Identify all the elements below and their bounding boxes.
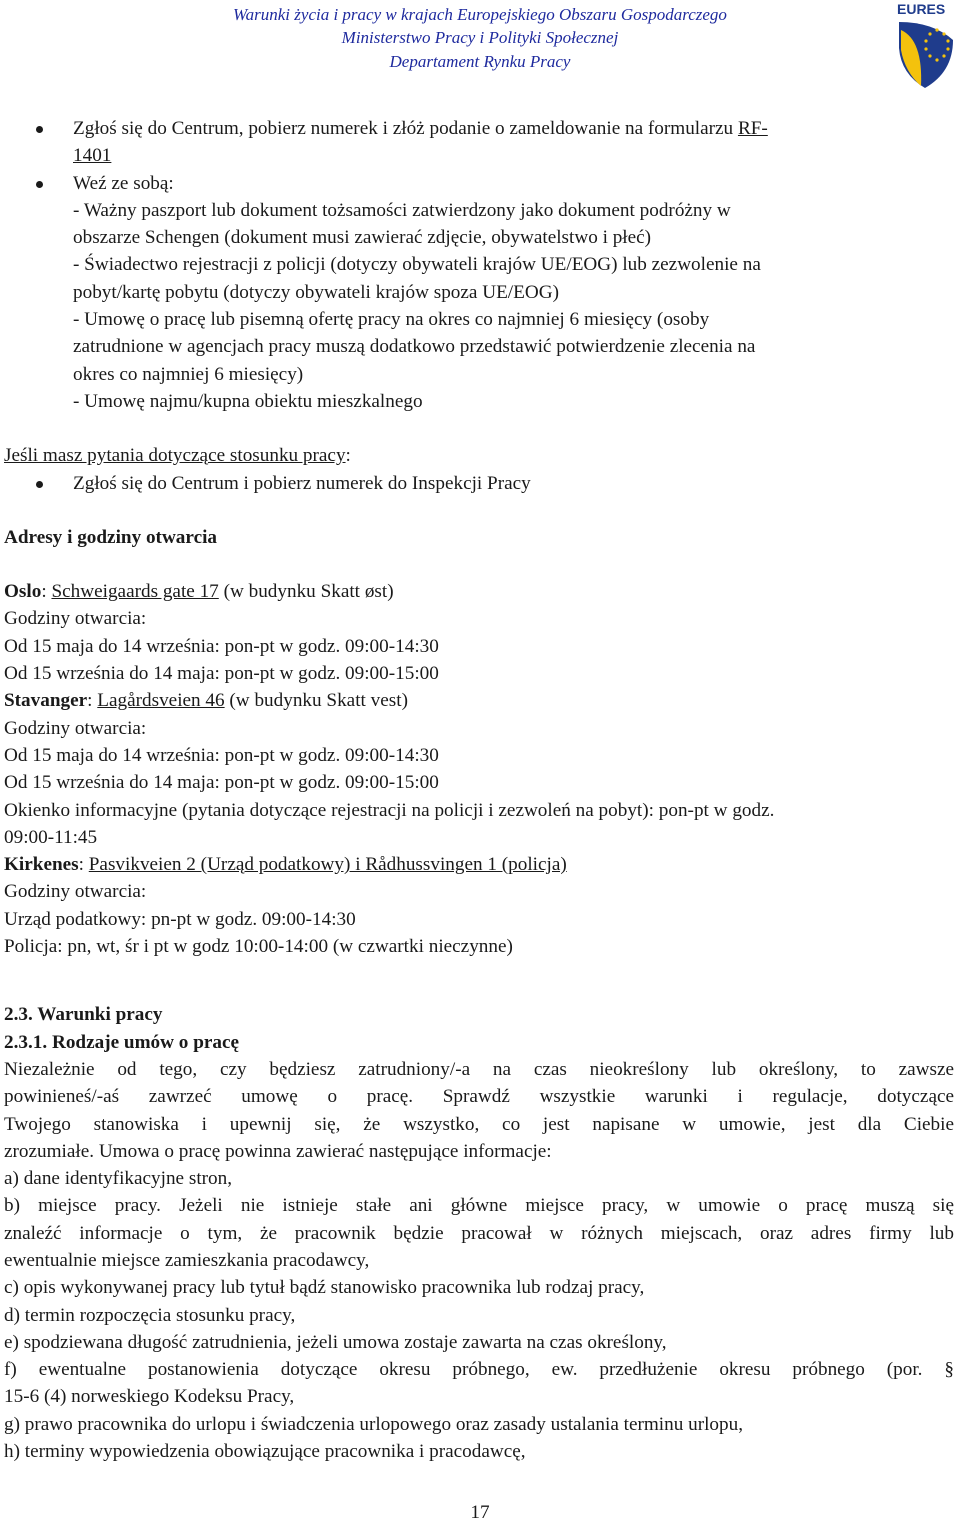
list-line: a) dane identyfikacyjne stron,: [4, 1168, 233, 1190]
hours-label: Godziny otwarcia:: [4, 608, 147, 630]
stavanger-address: Stavanger: Lagårdsveien 46 (w budynku Skatt vest): [4, 690, 408, 712]
sub-item: - Świadectwo rejestracji z policji (dotyczy obywateli krajów UE/EOG) lub zezwolenie na: [73, 254, 761, 276]
hours-line: Od 15 maja do 14 września: pon-pt w godz. 09:00-14:30: [4, 744, 439, 766]
hours-label: Godziny otwarcia:: [4, 881, 147, 903]
list-line: h) terminy wypowiedzenia obowiązujące pracownika i pracodawcę,: [4, 1441, 526, 1463]
paragraph-line: zrozumiałe. Umowa o pracę powinna zawierać następujące informacje:: [4, 1140, 552, 1162]
bullet-icon: [36, 481, 43, 488]
bullet-icon: [36, 126, 43, 133]
list-item-text: Weź ze sobą:: [73, 172, 174, 194]
list-line: e) spodziewana długość zatrudnienia, jeżeli umowa zostaje zawarta na czas określony,: [4, 1331, 667, 1353]
list-item: [0, 470, 954, 497]
list-line: d) termin rozpoczęcia stosunku pracy,: [4, 1304, 296, 1326]
list-line: ewentualnie miejsce zamieszkania pracodawcy,: [4, 1249, 370, 1271]
hours-line: Od 15 września do 14 maja: pon-pt w godz. 09:00-15:00: [4, 772, 439, 794]
list-line: f) ewentualne postanowienia dotyczące okresu próbnego, ew. przedłużenie okresu próbnego (por. §: [4, 1359, 954, 1381]
info-desk-line: Okienko informacyjne (pytania dotyczące rejestracji na policji i zezwoleń na pobyt): pon-pt w godz.: [4, 799, 775, 821]
form-link[interactable]: RF-: [737, 118, 768, 139]
kirkenes-address: Kirkenes: Pasvikveien 2 (Urząd podatkowy) i Rådhussvingen 1 (policja): [4, 854, 567, 876]
sub-item: okres co najmniej 6 miesięcy): [73, 363, 304, 385]
header-title: Warunki życia i pracy w krajach Europejskiego Obszaru Gospodarczego: [233, 5, 727, 24]
eures-logo-text: EURES: [897, 1, 946, 17]
list-line: g) prawo pracownika do urlopu i świadczenia urlopowego oraz zasady ustalania terminu urlopu,: [4, 1413, 744, 1435]
list-line: c) opis wykonywanej pracy lub tytuł bądź stanowisko pracownika lub rodzaj pracy,: [4, 1277, 645, 1299]
kirkenes-address-link[interactable]: Pasvikveien 2 (Urząd podatkowy) i Rådhussvingen 1 (policja): [88, 854, 567, 876]
sub-item: pobyt/kartę pobytu (dotyczy obywateli krajów spoza UE/EOG): [73, 281, 559, 303]
sub-item: zatrudnione w agencjach pracy muszą dodatkowo przedstawić potwierdzenie zlecenia na: [73, 336, 756, 358]
list-item-text: Zgłoś się do Centrum, pobierz numerek i złóż podanie o zameldowanie na formularzu: [73, 118, 738, 139]
list-item: [0, 115, 954, 142]
addresses-heading: Adresy i godziny otwarcia: [4, 526, 218, 548]
list-item-text: Zgłoś się do Centrum i pobierz numerek do Inspekcji Pracy: [73, 472, 531, 494]
questions-heading: Jeśli masz pytania dotyczące stosunku pracy:: [4, 445, 351, 467]
page-content: [0, 115, 954, 1465]
list-line: b) miejsce pracy. Jeżeli nie istnieje stałe ani główne miejsce pracy, w umowie o pracę muszą się: [4, 1195, 954, 1217]
hours-line: Urząd podatkowy: pn-pt w godz. 09:00-14:30: [4, 908, 356, 930]
header-department: Departament Rynku Pracy: [389, 52, 571, 71]
oslo-address: Oslo: Schweigaards gate 17 (w budynku Skatt øst): [4, 581, 394, 603]
bullet-icon: [36, 181, 43, 188]
header-ministry: Ministerstwo Pracy i Polityki Społecznej: [341, 28, 619, 47]
list-line: znaleźć informacje o tym, że pracownik będzie pracował w różnych miejscach, oraz adres firmy lub: [4, 1222, 954, 1244]
hours-line: Policja: pn, wt, śr i pt w godz 10:00-14:00 (w czwartki nieczynne): [4, 936, 513, 958]
paragraph-line: Twojego stanowiska i upewnij się, że wszystko, co jest napisane w umowie, jest dla Ciebie: [4, 1113, 954, 1135]
sub-item: - Ważny paszport lub dokument tożsamości zatwierdzony jako dokument podróżny w: [73, 199, 731, 221]
sub-item: - Umowę najmu/kupna obiektu mieszkalnego: [73, 390, 423, 412]
list-line: 15-6 (4) norweskiego Kodeksu Pracy,: [4, 1386, 295, 1408]
paragraph-line: powinieneś/-aś zawrzeć umowę o pracę. Sprawdź wszystkie warunki i regulacje, dotyczące: [4, 1086, 954, 1108]
stavanger-address-link[interactable]: Lagårdsveien 46: [97, 690, 225, 712]
eures-logo: [893, 0, 960, 90]
hours-line: Od 15 września do 14 maja: pon-pt w godz. 09:00-15:00: [4, 663, 439, 685]
form-link-continued[interactable]: 1401: [73, 145, 112, 167]
info-desk-hours: 09:00-11:45: [4, 826, 98, 848]
page-number: 17: [470, 1502, 490, 1523]
list-item: [0, 170, 954, 197]
oslo-address-link[interactable]: Schweigaards gate 17: [51, 581, 219, 603]
section-title: 2.3. Warunki pracy: [4, 1004, 163, 1026]
sub-item: obszarze Schengen (dokument musi zawierać zdjęcie, obywatelstwo i płeć): [73, 227, 652, 249]
paragraph-line: Niezależnie od tego, czy będziesz zatrudniony/-a na czas nieokreślony lub określony, to zawsze: [4, 1058, 954, 1080]
hours-line: Od 15 maja do 14 września: pon-pt w godz. 09:00-14:30: [4, 635, 439, 657]
sub-item: - Umowę o pracę lub pisemną ofertę pracy na okres co najmniej 6 miesięcy (osoby: [73, 309, 710, 331]
hours-label: Godziny otwarcia:: [4, 717, 147, 739]
section-subtitle: 2.3.1. Rodzaje umów o pracę: [4, 1031, 240, 1053]
